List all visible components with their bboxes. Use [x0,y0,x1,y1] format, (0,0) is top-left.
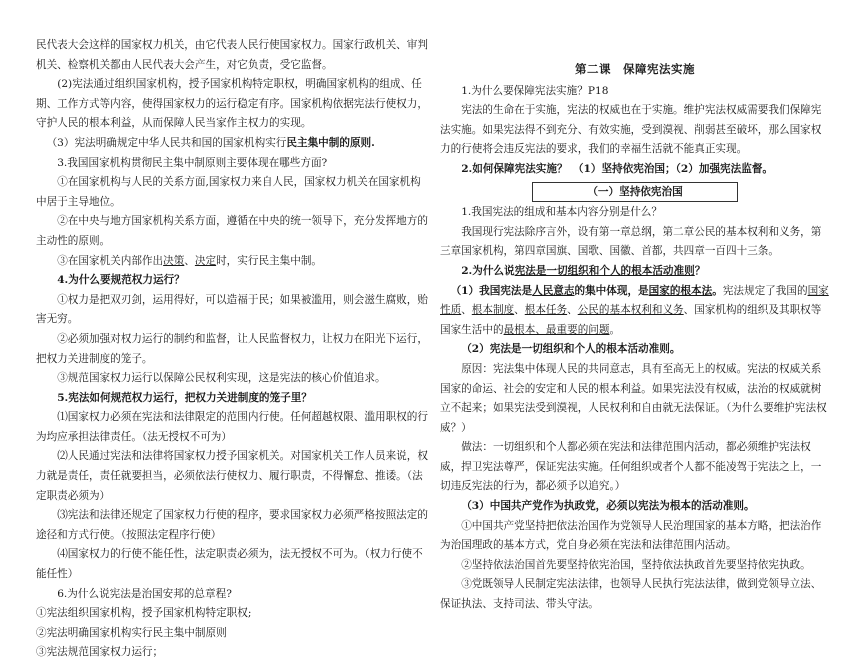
question-heading: 1.我国宪法的组成和基本内容分别是什么？ [461,206,662,219]
answer-item: ②宪法明确国家机构实行民主集中制原则 [36,626,227,639]
text: 。 [609,323,621,336]
underlined-text: 决定 [194,254,217,267]
bold-text: 。 [712,284,723,297]
question-heading: 6.为什么说宪法是治国安邦的总章程? [57,587,232,600]
answer-item: ③规范国家权力运行以保障公民权利实现，这是宪法的核心价值追求。 [57,372,386,385]
question-heading: 2.如何保障宪法实施？ （1）坚持依宪治国；（2）加强宪法监督。 [461,162,774,175]
bold-text: 民主集中制的原则 [286,136,372,149]
text: 、 [184,254,195,267]
paragraph: 原因：宪法集中体现人民的共同意志，具有至高无上的权威。宪法的权威关系国家的命运、社会的安定和人民的根本利益。如果宪法没有权威，法治的权威就树立不起来；如果宪法受到漠视，人民权利和自由就无法保证。（为什么要维护宪法权威？） [440,362,827,434]
text: 、 [567,304,578,317]
right-column [440,36,830,615]
paragraph: 民代表大会这样的国家权力机关，由它代表人民行使国家权力。国家行政机关、审判机关、检察机关都由人民代表大会产生，对它负责，受它监督。 [36,39,428,71]
bold-text: 的集中体现，是 [574,284,649,297]
answer-item: ①权力是把双刃剑，运用得好，可以造福于民；如果被滥用，则会滋生腐败，贻害无穷。 [36,293,428,326]
paragraph: (2)宪法通过组织国家机构，授予国家机构特定职权，明确国家机构的组成、任期、工作方式等内容，使得国家权力的运行稳定有序。国家机构依据宪法行使权力，守护人民的根本利益，从而保障人民当家作主权力的实现。 [36,78,428,130]
paragraph: 做法：一切组织和个人都必须在宪法和法律范围内活动，都必须维护宪法权威，捍卫宪法尊严，保证宪法实施。任何组织或者个人都不能凌驾于宪法之上，一切违反宪法的行为，都必须予以追究。） [440,441,822,493]
answer-item: ③宪法规范国家权力运行； [36,646,164,659]
paragraph: 我国现行宪法除序言外，设有第一章总纲，第二章公民的基本权利和义务，第三章国家机构，第四章国旗、国歌、国徽、首都，共四章一百四十三条。 [440,225,822,258]
text: ③在国家机关内部作出 [57,254,164,267]
underlined-text: 国家性质 [440,284,829,317]
paragraph: 宪法的生命在于实施，宪法的权威也在于实施。维护宪法权威需要我们保障宪法实施。如果宪法得不到充分、有效实施，受到漠视、削弱甚至破坏，那么国家权力的行使将会违反宪法的要求，我们的幸福生活就不能真正实现。 [440,104,822,156]
underlined-text: 根本制度 [471,304,515,317]
lesson-title: 第二课 保障宪法实施 [575,62,695,76]
answer-item: ①在国家机构与人民的关系方面,国家权力来自人民，国家权力机关在国家机构中居于主导地位。 [36,176,421,208]
answer-item: ⑵人民通过宪法和法律将国家权力授予国家机关。对国家机关工作人员来说，权力就是责任，责任就要担当，必须依法行使权力、履行职责，不得懈怠、推诿。（法定职责必须为） [36,450,428,502]
left-column [36,36,428,663]
underlined-text: 国家的根本法 [648,284,713,297]
answer-item: ②在中央与地方国家机构关系方面，遵循在中央的统一领导下，充分发挥地方的主动性的原则。 [36,215,428,247]
underlined-text: 公民的基本权利和义务 [577,304,684,317]
question-heading: 3.我国国家机构贯彻民主集中制原则主要体现在哪些方面? [57,156,328,169]
text: 宪法规定了我国的 [722,284,808,297]
answer-item [36,252,428,272]
question-heading [440,262,830,282]
sub-heading: （2）宪法是一切组织和个人的根本活动准则。 [461,343,681,356]
answer-item: ③党既领导人民制定宪法法律，也领导人民执行宪法法律，做到党领导立法、保证执法、支持司法、带头守法。 [440,578,822,611]
underlined-text: 根本任务 [524,304,568,317]
text: ？ [694,264,706,277]
sub-heading: （3）中国共产党作为执政党，必须以宪法为根本的活动准则。 [461,500,755,513]
section-heading-box [440,182,830,203]
question-heading: 4.为什么要规范权力运行？ [57,274,185,287]
question-heading: 1.为什么要保障宪法实施？P18 [461,84,609,97]
answer-item: ②坚持依法治国首先要坚持依宪治国，坚持依法执政首先要坚持依宪执政。 [461,558,811,571]
answer-item: ②必须加强对权力运行的制约和监督，让人民监督权力，让权力在阳光下运行，把权力关进制度的笼子。 [36,332,428,365]
underlined-text: 决策 [163,254,185,267]
text: 、 [461,304,472,317]
answer-item: ⑶宪法和法律还规定了国家权力行使的程序，要求国家权力必须严格按照法定的途径和方式行使。（按照法定程序行使） [36,509,428,541]
underlined-text: 人民意志 [532,284,575,297]
bold-text: （1）我国宪法是 [450,284,533,297]
text: 时，实行民主集中制。 [216,254,323,267]
answer-item: ⑴国家权力必须在宪法和法律限定的范围内行使。任何超越权限、滥用职权的行为均应承担法律责任。（法无授权不可为） [36,411,428,443]
section-heading: （一）坚持依宪治国 [532,182,737,202]
paragraph [440,282,830,341]
underlined-text: 最根本、最重要的问题 [503,323,610,336]
text: 、国家机构的组织及其职权等国家生活中的 [440,304,822,336]
text: . [371,136,375,149]
text: 2.为什么说 [461,264,515,277]
text: （3）宪法明确规定中华人民共和国的国家机构实行 [46,136,287,149]
question-heading: 5.宪法如何规范权力运行，把权力关进制度的笼子里？ [57,391,312,404]
answer-item: ①宪法组织国家机构，授予国家机构特定职权; [36,607,252,620]
paragraph [36,134,428,154]
underlined-text: 宪法是一切组织和个人的根本活动准则 [514,264,695,277]
text: 、 [514,304,525,317]
answer-item: ⑷国家权力的行使不能任性，法定职责必须为，法无授权不可为。（权力行使不能任性） [36,548,423,581]
answer-item: ①中国共产党坚持把依法治国作为党领导人民治理国家的基本方略，把法治作为治国理政的基本方式，党自身必须在宪法和法律范围内活动。 [440,519,822,552]
